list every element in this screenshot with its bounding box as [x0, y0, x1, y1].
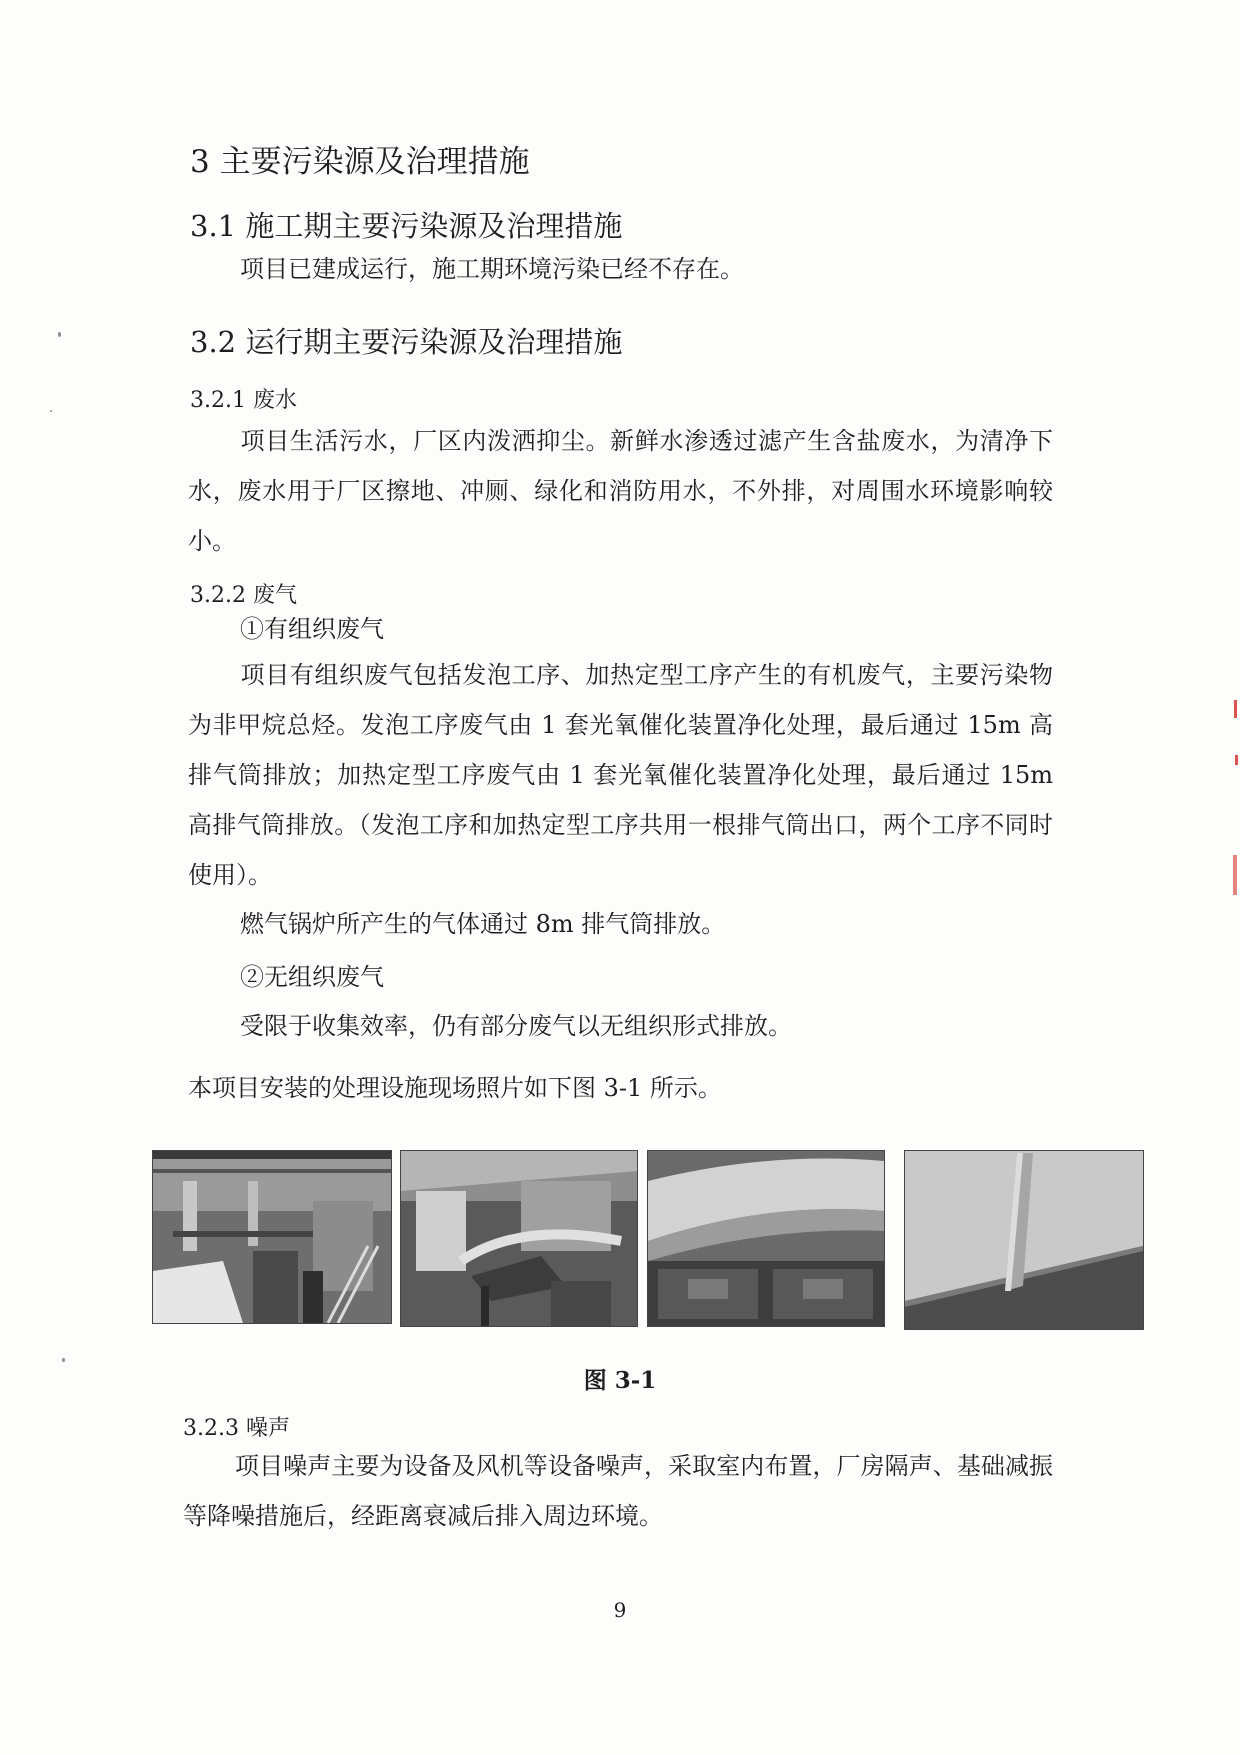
- site-photo-exhaust-stack: [904, 1150, 1144, 1330]
- scan-speck: [58, 332, 61, 337]
- section-3-2-heading: 3.2 运行期主要污染源及治理措施: [190, 325, 623, 359]
- page-number: 9: [613, 1598, 627, 1622]
- site-photo-photo-oxidation-unit: [647, 1150, 885, 1327]
- noise-paragraph: [183, 1441, 1053, 1541]
- page-edge-mark: [1233, 855, 1237, 895]
- page-edge-mark: [1234, 700, 1237, 718]
- scan-speck: [50, 410, 52, 412]
- organized-gas-text: 项目有组织废气包括发泡工序、加热定型工序产生的有机废气，主要污染物为非甲烷总烃。发泡工序废气由 1 套光氧催化装置净化处理，最后通过 15m 高排气筒排放；加热定型工序废气由 1 套光氧催化装置净化处理，最后通过 15m 高排气筒排放。（发泡工序和加热定型工序共用一根排气筒出口，两个工序不同时使用）。: [188, 661, 1053, 889]
- site-photo-workshop: [152, 1150, 392, 1324]
- scan-speck: [62, 1358, 65, 1362]
- wastewater-text: 项目生活污水，厂区内泼洒抑尘。新鲜水渗透过滤产生含盐废水，为清净下水，废水用于厂区擦地、冲厕、绿化和消防用水，不外排，对周围水环境影响较小。: [188, 427, 1053, 555]
- unorganized-gas-text: 受限于收集效率，仍有部分废气以无组织形式排放。: [240, 1012, 792, 1040]
- page-edge-mark: [1235, 755, 1238, 765]
- figure-caption: 图 3-1: [583, 1367, 657, 1394]
- organized-gas-paragraph: [188, 650, 1053, 900]
- section-3-1-heading: 3.1 施工期主要污染源及治理措施: [190, 209, 623, 243]
- boiler-text: 燃气锅炉所产生的气体通过 8m 排气筒排放。: [240, 910, 726, 938]
- organized-gas-label: ①有组织废气: [240, 615, 384, 643]
- section-3-2-2-heading: 3.2.2 废气: [190, 583, 297, 608]
- noise-text: 项目噪声主要为设备及风机等设备噪声，采取室内布置，厂房隔声、基础减振等降噪措施后，经距离衰减后排入周边环境。: [183, 1452, 1053, 1530]
- section-3-1-text: 项目已建成运行，施工期环境污染已经不存在。: [240, 255, 744, 283]
- section-3-2-1-heading: 3.2.1 废水: [190, 388, 297, 413]
- photo-intro-text: 本项目安装的处理设施现场照片如下图 3-1 所示。: [188, 1074, 722, 1102]
- section-3-2-3-heading: 3.2.3 噪声: [183, 1416, 290, 1441]
- wastewater-paragraph: [188, 416, 1053, 566]
- unorganized-gas-label: ②无组织废气: [240, 963, 384, 991]
- site-photo-equipment: [400, 1150, 638, 1327]
- section-3-heading: 3 主要污染源及治理措施: [190, 144, 530, 180]
